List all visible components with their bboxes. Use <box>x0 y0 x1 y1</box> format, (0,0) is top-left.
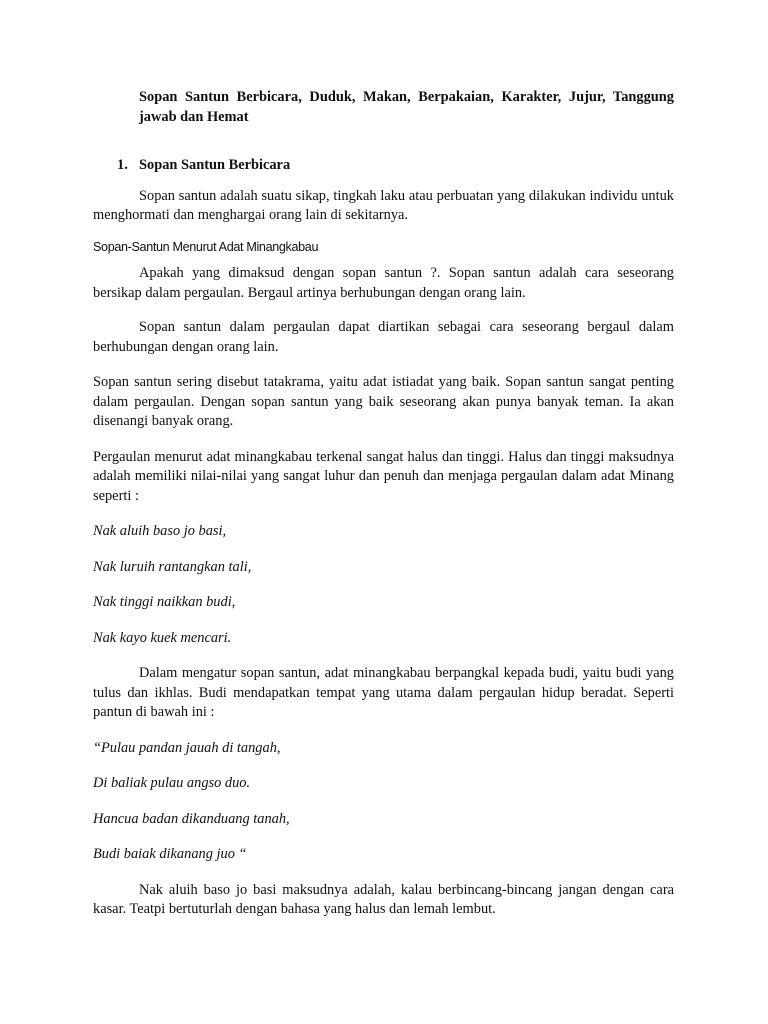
section-heading <box>93 156 674 176</box>
paragraph: Apakah yang dimaksud dengan sopan santun ?. Sopan santun adalah cara seseorang bersikap dalam pergaulan. Bergaul artinya berhubungan dengan orang lain. <box>93 265 674 301</box>
section-number: 1. <box>117 157 128 173</box>
verse-line: Di baliak pulau angso duo. <box>93 775 251 791</box>
paragraph: Sopan santun dalam pergaulan dapat diartikan sebagai cara seseorang bergaul dalam berhubungan dengan orang lain. <box>93 319 674 355</box>
verse-line: Budi baiak dikanang juo “ <box>93 846 247 862</box>
document-body <box>93 88 674 920</box>
verse-line: Nak luruih rantangkan tali, <box>93 558 252 575</box>
verse-line: Hancua badan dikanduang tanah, <box>93 810 290 827</box>
verse-line: Nak aluih baso jo basi, <box>93 523 227 539</box>
verse-line: Nak kayo kuek mencari. <box>93 629 232 646</box>
paragraph: Nak aluih baso jo basi maksudnya adalah, kalau berbincang-bincang jangan dengan cara kasar. Teatpi bertuturlah dengan bahasa yang halus dan lemah lembut. <box>93 881 674 917</box>
verse-line: Nak tinggi naikkan budi, <box>93 594 236 610</box>
paragraph: Pergaulan menurut adat minangkabau terkenal sangat halus dan tinggi. Halus dan tinggi maksudnya adalah memiliki nilai-nilai yang sangat luhur dan penuh dan menjaga pergaulan dalam adat Minang seperti : <box>93 448 674 504</box>
verse-line: “Pulau pandan jauah di tangah, <box>93 739 281 756</box>
paragraph: Dalam mengatur sopan santun, adat minangkabau berpangkal kepada budi, yaitu budi yang tulus dan ikhlas. Budi mendapatkan tempat yang utama dalam pergaulan hidup beradat. Seperti pantun di bawah ini : <box>93 665 674 720</box>
paragraph: Sopan santun sering disebut tatakrama, yaitu adat istiadat yang baik. Sopan santun sangat penting dalam pergaulan. Dengan sopan santun yang baik seseorang akan punya banyak teman. Ia akan disenangi banyak orang. <box>93 374 674 429</box>
section-heading-text: Sopan Santun Berbicara <box>139 157 291 173</box>
document-title: Sopan Santun Berbicara, Duduk, Makan, Berpakaian, Karakter, Jujur, Tanggung jawab dan Hemat <box>139 89 674 125</box>
paragraph: Sopan santun adalah suatu sikap, tingkah laku atau perbuatan yang dilakukan individu untuk menghormati dan menghargai orang lain di sekitarnya. <box>93 187 674 223</box>
subheading: Sopan-Santun Menurut Adat Minangkabau <box>93 239 319 254</box>
